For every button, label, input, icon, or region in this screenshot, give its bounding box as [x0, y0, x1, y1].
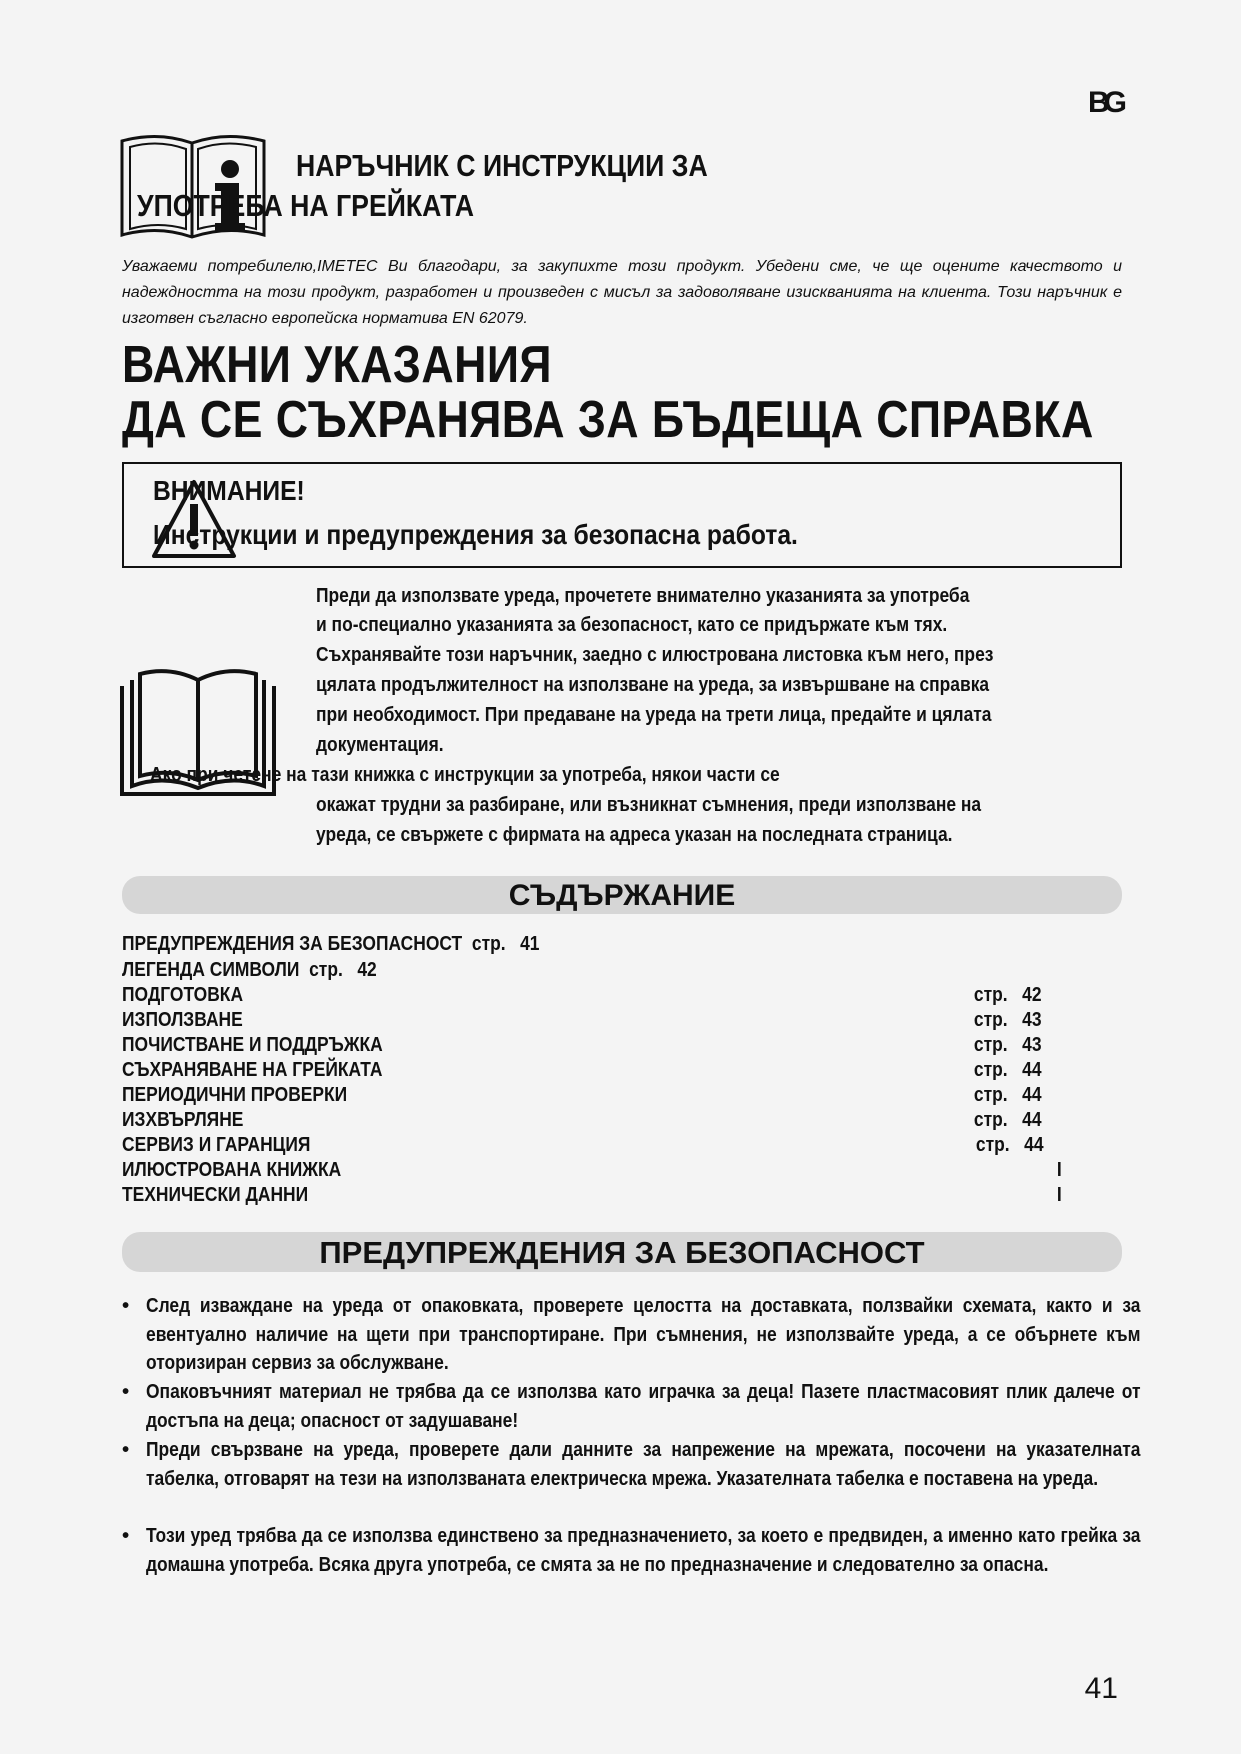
safety-heading: ПРЕДУПРЕЖДЕНИЯ ЗА БЕЗОПАСНОСТ — [122, 1232, 1122, 1272]
toc-label: ИЛЮСТРОВАНА КНИЖКА — [122, 1158, 342, 1181]
safety-item — [122, 1522, 1142, 1608]
safety-item-text: Преди свързване на уреда, проверете дали данните за напрежение на мрежата, посочени на указателната табелка, отговарят на тези на използваната електрическа мрежа. Указателната табелка е поставена на уреда. — [146, 1438, 1141, 1490]
manual-title-line2: УПОТРЕБА НА ГРЕЙКАТА — [137, 188, 474, 223]
toc-row — [122, 1158, 1062, 1184]
toc-label: ИЗХВЪРЛЯНЕ — [122, 1108, 244, 1131]
read-line: уреда, се свържете с фирмата на адреса указан на последната страница. — [316, 823, 953, 846]
important-heading: ВАЖНИ УКАЗАНИЯ — [122, 336, 552, 394]
read-line: Ако при четене на тази книжка с инструкции за употреба, някои части се — [150, 763, 780, 786]
toc-label: СЪХРАНЯВАНЕ НА ГРЕЙКАТА — [122, 1058, 383, 1081]
toc-page: стр. 43 — [974, 1033, 1042, 1056]
bullet-icon: • — [122, 1294, 130, 1317]
read-line: при необходимост. При предаване на уреда на трети лица, предайте и цялата — [316, 703, 992, 726]
toc-page: стр. 43 — [974, 1008, 1042, 1031]
toc-page: стр. 42 — [309, 958, 377, 981]
toc-page: стр. 44 — [976, 1133, 1044, 1156]
toc-row — [122, 1083, 1062, 1109]
bullet-icon: • — [122, 1524, 130, 1547]
toc-page: стр. 44 — [974, 1058, 1042, 1081]
toc-page: стр. 44 — [974, 1083, 1042, 1106]
toc-page: стр. 42 — [974, 983, 1042, 1006]
toc-row — [122, 1058, 1062, 1084]
toc-page: I — [1057, 1183, 1062, 1206]
warning-subtitle: Инструкции и предупреждения за безопасна работа. — [153, 519, 798, 550]
toc-label: ПОДГОТОВКА — [122, 983, 244, 1006]
toc-row-legend — [122, 958, 377, 982]
toc-label: ИЗПОЛЗВАНЕ — [122, 1008, 243, 1031]
toc-page: стр. 44 — [974, 1108, 1042, 1131]
toc-row — [122, 983, 1062, 1009]
read-line: и по-специално указанията за безопасност, като се придържате към тях. — [316, 613, 948, 636]
toc-row-safety — [122, 932, 540, 956]
warning-title: ВНИМАНИЕ! — [153, 475, 305, 506]
intro-paragraph: Уважаеми потребилелю,IMETEC Ви благодари, за закупихте този продукт. Убедени сме, че ще оцените качеството и надеждността на този продукт, разработен и произведен с мисъл за задоволяване изискванията на клиента. Този наръчник е изготвен съгласно европейска норматива EN 62079. — [122, 258, 1122, 327]
read-line: цялата продължителност на използване на уреда, за извършване на справка — [316, 673, 990, 696]
bullet-icon: • — [122, 1380, 130, 1403]
toc-label: ТЕХНИЧЕСКИ ДАННИ — [122, 1183, 309, 1206]
toc-row — [122, 1108, 1062, 1134]
safety-item-text: Този уред трябва да се използва единствено за предназначението, за което е предвиден, а именно като грейка за домашна употреба. Всяка друга употреба, се смята за не по предназначение и следователно за опасна. — [146, 1524, 1141, 1576]
keep-for-reference-heading: ДА СЕ СЪХРАНЯВА ЗА БЪДЕЩА СПРАВКА — [122, 391, 1094, 449]
bullet-icon: • — [122, 1438, 130, 1461]
toc-row — [122, 1133, 1062, 1159]
safety-item-text: Опаковъчният материал не трябва да се използва като играчка за деца! Пазете пластмасовият плик далече от достъпа на деца; опасност от задушаване! — [146, 1380, 1141, 1432]
toc-page: I — [1057, 1158, 1062, 1181]
safety-item — [122, 1436, 1142, 1522]
toc-label: СЕРВИЗ И ГАРАНЦИЯ — [122, 1133, 311, 1156]
toc-label: ПЕРИОДИЧНИ ПРОВЕРКИ — [122, 1083, 348, 1106]
toc-label: ПОЧИСТВАНЕ И ПОДДРЪЖКА — [122, 1033, 383, 1056]
read-line: Съхранявайте този наръчник, заедно с илюстрована листовка към него, през — [316, 643, 994, 666]
read-line: документация. — [316, 733, 444, 756]
safety-item — [122, 1292, 1142, 1378]
toc-page: стр. 41 — [471, 932, 540, 955]
toc-label: ПРЕДУПРЕЖДЕНИЯ ЗА БЕЗОПАСНОСТ — [122, 932, 463, 955]
safety-item-text: След изваждане на уреда от опаковката, проверете целостта на доставката, ползвайки схемата, както и за евентуално наличие на щети при транспортиране. При съмнения, не използвайте уреда, а се обърнете към оторизиран сервиз за обслужване. — [146, 1294, 1141, 1374]
read-line: окажат трудни за разбиране, или възникнат съмнения, преди използване на — [316, 793, 982, 816]
page-number: 41 — [1084, 1672, 1118, 1705]
language-code: BG — [1088, 86, 1121, 119]
read-line: Преди да използвате уреда, прочетете внимателно указанията за употреба — [316, 584, 970, 607]
manual-title-line1: НАРЪЧНИК С ИНСТРУКЦИИ ЗА — [296, 148, 708, 183]
safety-item — [122, 1378, 1142, 1436]
contents-heading: СЪДЪРЖАНИЕ — [122, 876, 1122, 914]
toc-row — [122, 1008, 1062, 1034]
toc-label: ЛЕГЕНДА СИМВОЛИ — [122, 958, 300, 981]
toc-row — [122, 1183, 1062, 1209]
toc-row — [122, 1033, 1062, 1059]
